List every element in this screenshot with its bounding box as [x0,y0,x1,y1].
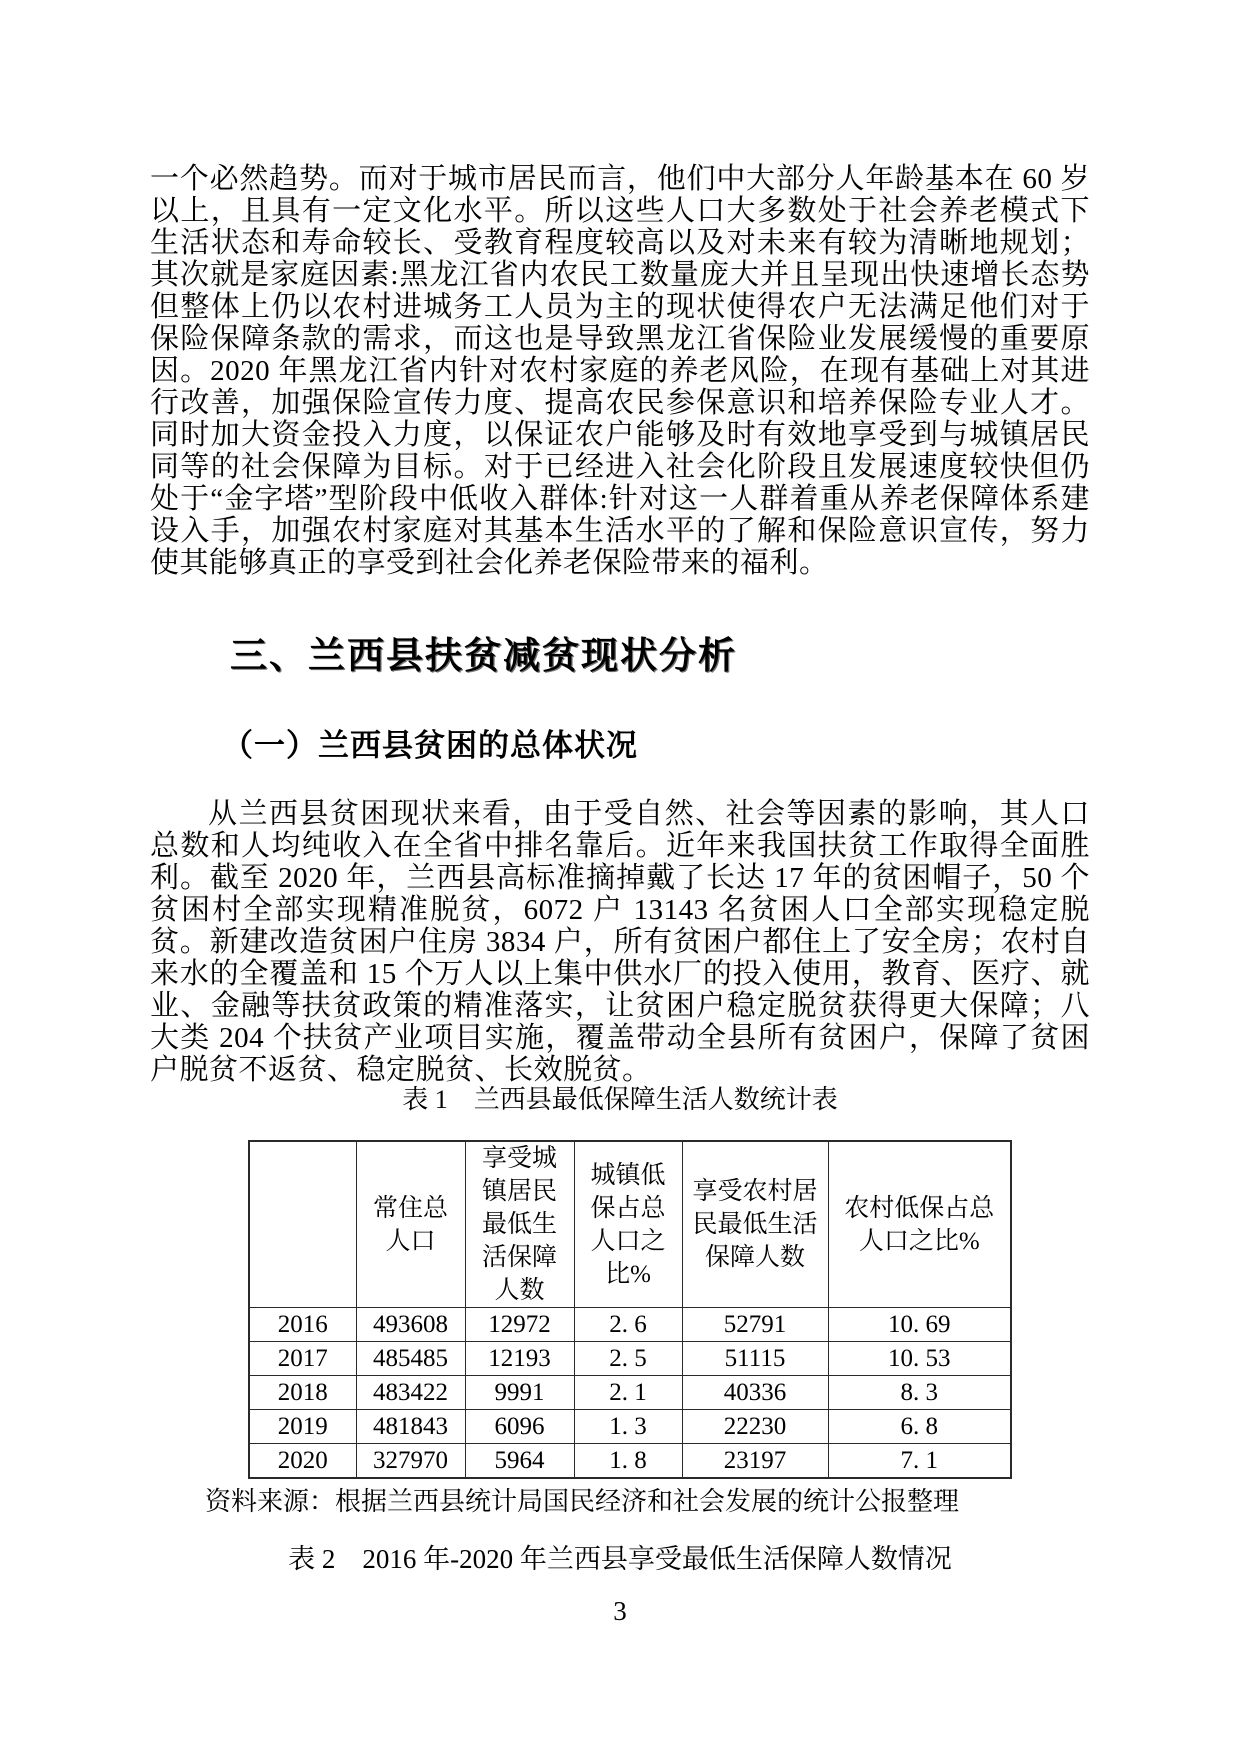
table-cell: 1. 8 [574,1444,682,1479]
table-header-cell-urban-ratio: 城镇低保占总人口之比% [574,1141,682,1308]
table-cell: 9991 [465,1376,574,1410]
source-note: 资料来源：根据兰西县统计局国民经济和社会发展的统计公报整理 [205,1487,960,1516]
table2-caption: 表 2 2016 年-2020 年兰西县享受最低生活保障人数情况 [288,1544,952,1574]
table-cell: 2016 [249,1308,356,1342]
section-heading: 三、兰西县扶贫减贫现状分析 [230,635,737,676]
table-cell: 12972 [465,1308,574,1342]
table-cell: 2017 [249,1342,356,1376]
table-cell: 51115 [682,1342,828,1376]
table-cell: 2019 [249,1410,356,1444]
min-living-allowance-table [248,1140,1012,1479]
table-cell: 2020 [249,1444,356,1479]
paragraph-pension-analysis: 一个必然趋势。而对于城市居民而言，他们中大部分人年龄基本在 60 岁以上，且具有一定文化水平。所以这些人口大多数处于社会养老模式下生活状态和寿命较长、受教育程度较高以及对未来有较为清晰地规划；其次就是家庭因素:黑龙江省内农民工数量庞大并且呈现出快速增长态势但整体上仍以农村进城务工人员为主的现状使得农户无法满足他们对于保险保障条款的需求，而这也是导致黑龙江省保险业发展缓慢的重要原因。2020 年黑龙江省内针对农村家庭的养老风险，在现有基础上对其进行改善，加强保险宣传力度、提高农民参保意识和培养保险专业人才。同时加大资金投入力度，以保证农户能够及时有效地享受到与城镇居民同等的社会保障为目标。对于已经进入社会化阶段且发展速度较快但仍处于“金字塔”型阶段中低收入群体:针对这一人群着重从养老保障体系建设入手，加强农村家庭对其基本生活水平的了解和保险意识宣传，努力使其能够真正的享受到社会化养老保险带来的福利。 [150,163,1090,579]
table-row [249,1376,1011,1410]
table-cell: 22230 [682,1410,828,1444]
table-cell: 481843 [356,1410,465,1444]
table-cell: 327970 [356,1444,465,1479]
table-cell: 485485 [356,1342,465,1376]
table-cell: 10. 69 [828,1308,1011,1342]
subsection-heading: （一）兰西县贫困的总体状况 [222,728,638,763]
table-cell: 6. 8 [828,1410,1011,1444]
table-cell: 493608 [356,1308,465,1342]
table-cell: 7. 1 [828,1444,1011,1479]
table-header-cell-resident-population: 常住总人口 [356,1141,465,1308]
table-header-row [249,1141,1011,1308]
table-header-cell-year [249,1141,356,1308]
table-row [249,1410,1011,1444]
table-cell: 1. 3 [574,1410,682,1444]
table-cell: 23197 [682,1444,828,1479]
table-cell: 5964 [465,1444,574,1479]
table-row [249,1308,1011,1342]
table-cell: 2. 1 [574,1376,682,1410]
table-row [249,1342,1011,1376]
table-header-cell-rural-ratio: 农村低保占总人口之比% [828,1141,1011,1308]
paragraph-poverty-overview: 从兰西县贫困现状来看，由于受自然、社会等因素的影响，其人口总数和人均纯收入在全省中排名靠后。近年来我国扶贫工作取得全面胜利。截至 2020 年，兰西县高标准摘掉戴了长达 17 年的贫困帽子，50 个贫困村全部实现精准脱贫，6072 户 13143 名贫困人口全部实现稳定脱贫。新建改造贫困户住房 3834 户，所有贫困户都住上了安全房；农村自来水的全覆盖和 15 个万人以上集中供水厂的投入使用，教育、医疗、就业、金融等扶贫政策的精准落实，让贫困户稳定脱贫获得更大保障；八大类 204 个扶贫产业项目实施，覆盖带动全县所有贫困户，保障了贫困户脱贫不返贫、稳定脱贫、长效脱贫。 [150,798,1090,1086]
table-header-cell-rural-allowance: 享受农村居民最低生活保障人数 [682,1141,828,1308]
table-cell: 483422 [356,1376,465,1410]
table1-caption: 表 1 兰西县最低保障生活人数统计表 [402,1085,838,1114]
table-cell: 40336 [682,1376,828,1410]
table-cell: 2018 [249,1376,356,1410]
table-header-cell-urban-allowance: 享受城镇居民最低生活保障人数 [465,1141,574,1308]
table-cell: 2. 5 [574,1342,682,1376]
table-body [249,1308,1011,1479]
table-cell: 8. 3 [828,1376,1011,1410]
table-cell: 6096 [465,1410,574,1444]
table-cell: 52791 [682,1308,828,1342]
table-header [249,1141,1011,1308]
table-row [249,1444,1011,1479]
table-cell: 10. 53 [828,1342,1011,1376]
table-cell: 2. 6 [574,1308,682,1342]
table-cell: 12193 [465,1342,574,1376]
page-number: 3 [613,1596,627,1626]
